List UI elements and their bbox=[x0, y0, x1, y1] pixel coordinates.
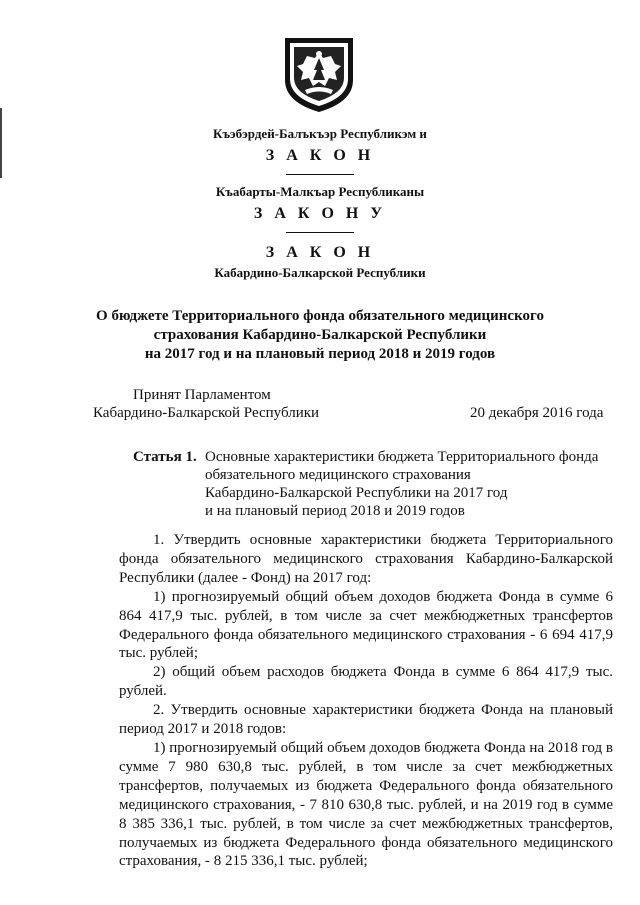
russian-law-title: З А К О Н bbox=[265, 244, 375, 261]
coat-of-arms-icon bbox=[281, 34, 357, 114]
adoption-date: 20 декабря 2016 года bbox=[470, 405, 604, 421]
body-paragraph-2: 1) прогнозируемый общий объем доходов бюджета Фонда в сумме 6 864 417,9 тыс. рублей, в том числе за счет межбюджетных трансфертов Федерального фонда обязательного медицинского страхования - 6 694 417,9 тыс. рублей; bbox=[119, 588, 613, 662]
adoption-line-2: Кабардино-Балкарской Республики bbox=[93, 405, 320, 421]
body-paragraph-3: 2) общий объем расходов бюджета Фонда в сумме 6 864 417,9 тыс. рублей. bbox=[119, 664, 613, 700]
article-title-line-3: Кабардино-Балкарской Республики на 2017 год bbox=[205, 485, 508, 501]
russian-republic-line: Кабардино-Балкарской Республики bbox=[214, 265, 426, 280]
scan-margin-mark bbox=[0, 108, 2, 178]
header-divider-1 bbox=[286, 174, 354, 175]
article-label: Статья 1. bbox=[133, 449, 197, 465]
balkar-law-title: З А К О Н У bbox=[253, 205, 387, 222]
adoption-line-1: Принят Парламентом bbox=[133, 387, 271, 403]
header-divider-2 bbox=[286, 232, 354, 233]
law-title-line-2: страхования Кабардино-Балкарской Республики bbox=[153, 327, 487, 343]
article-title-line-1: Основные характеристики бюджета Территориального фонда bbox=[205, 449, 599, 465]
article-body bbox=[119, 531, 613, 871]
law-title-line-3: на 2017 год и на плановый период 2018 и 2019 годов bbox=[144, 346, 496, 362]
balkar-republic-line: Къабарты-Малкъар Республиканы bbox=[215, 184, 425, 199]
body-paragraph-5: 1) прогнозируемый общий объем доходов бюджета Фонда на 2018 год в сумме 7 980 630,8 тыс. рублей, в том числе за счет межбюджетных трансфертов, получаемых из бюджета Федерального фонда обязательного медицинского страхования, - 7 810 630,8 тыс. рублей, и на 2019 год в сумме 8 385 336,1 тыс. рублей, в том числе за счет межбюджетных трансфертов, получаемых из бюджета Федерального фонда обязательного медицинского страхования, - 8 215 336,1 тыс. рублей; bbox=[119, 739, 613, 870]
body-paragraph-1: 1. Утвердить основные характеристики бюджета Территориального фонда обязательного медицинского страхования Кабардино-Балкарской Республики (далее - Фонд) на 2017 год: bbox=[119, 532, 613, 586]
article-title-line-2: обязательного медицинского страхования bbox=[205, 467, 471, 483]
kabardian-law-title: З А К О Н bbox=[265, 147, 375, 164]
article-title-line-4: и на плановый период 2018 и 2019 годов bbox=[205, 503, 465, 519]
law-title-line-1: О бюджете Территориального фонда обязательного медицинского bbox=[96, 308, 544, 324]
kabardian-republic-line: Къэбэрдей-Балъкъэр Республикэм и bbox=[213, 126, 427, 141]
body-paragraph-4: 2. Утвердить основные характеристики бюджета Фонда на плановый период 2017 и 2018 годов: bbox=[119, 702, 613, 738]
